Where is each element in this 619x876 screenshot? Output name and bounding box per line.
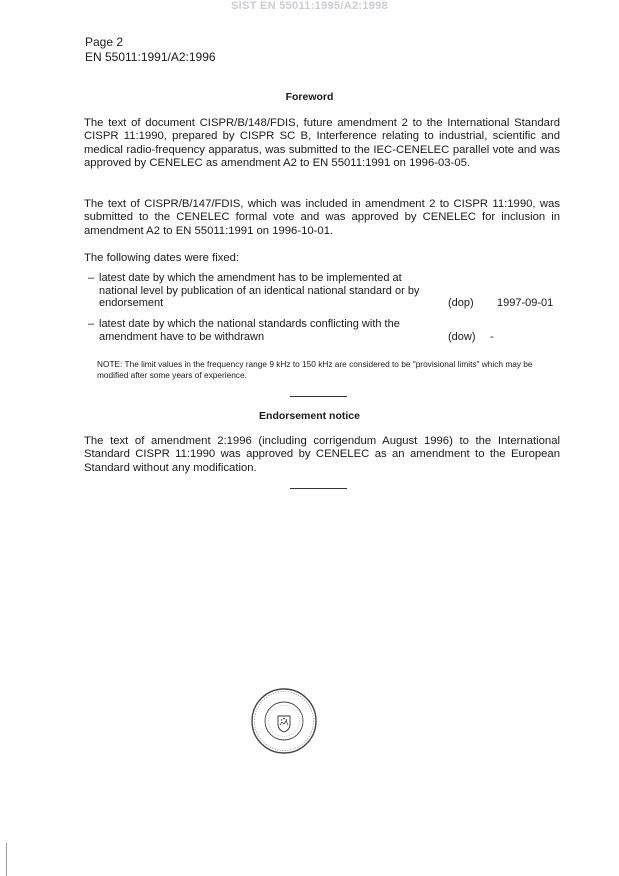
date-item-dop [88,272,558,310]
document-reference: EN 55011:1991/A2:1996 [85,50,216,64]
date-item-date: 1997-09-01 [497,297,554,309]
date-item-code: (dop) [448,297,474,309]
official-seal-stamp-icon [250,687,318,755]
date-item-dow [88,318,558,343]
foreword-heading: Foreword [285,91,334,103]
endorsement-heading: Endorsement notice [259,410,360,422]
bullet-dash: – [88,272,95,284]
page-number: Page 2 [85,35,124,49]
date-item-code: (dow) [448,330,476,343]
date-item-date: - [490,330,494,343]
endorsement-text: The text of amendment 2:1996 (including corrigendum August 1996) to the International Standard CISPR 11:1990 was approved by CENELEC as an amendment to the European Standard without any modification. [84,435,560,474]
end-divider [290,488,347,489]
page-header [85,35,216,65]
note: NOTE: The limit values in the frequency range 9 kHz to 150 kHz are considered to be "provisional limits" which may be modified after some years of experience. [97,359,533,380]
date-item-text: latest date by which the national standards conflicting with the amendment have to be withdrawn [99,318,400,343]
watermark: SIST EN 55011:1995/A2:1998 [230,0,388,12]
foreword-paragraph-1: The text of document CISPR/B/148/FDIS, future amendment 2 to the International Standard CISPR 11:1990, prepared by CISPR SC B, Interference relating to industrial, scientific and medical radio-frequency apparatus, was submitted to the IEC-CENELEC parallel vote and was approved by CENELEC as amendment A2 to EN 55011:1991 on 1996-03-05. [84,117,560,170]
scan-artifact [6,843,7,876]
dates-intro: The following dates were fixed: [84,252,240,264]
section-divider [290,396,347,397]
date-item-text: latest date by which the amendment has to be implemented at national level by publication of an identical national standard or by endorsement [99,272,420,309]
bullet-dash: – [88,318,95,330]
foreword-paragraph-2: The text of CISPR/B/147/FDIS, which was included in amendment 2 to CISPR 11:1990, was submitted to the CENELEC formal vote and was approved by CENELEC for inclusion in amendment A2 to EN 55011:1991 on 1996-10-01. [84,198,560,237]
